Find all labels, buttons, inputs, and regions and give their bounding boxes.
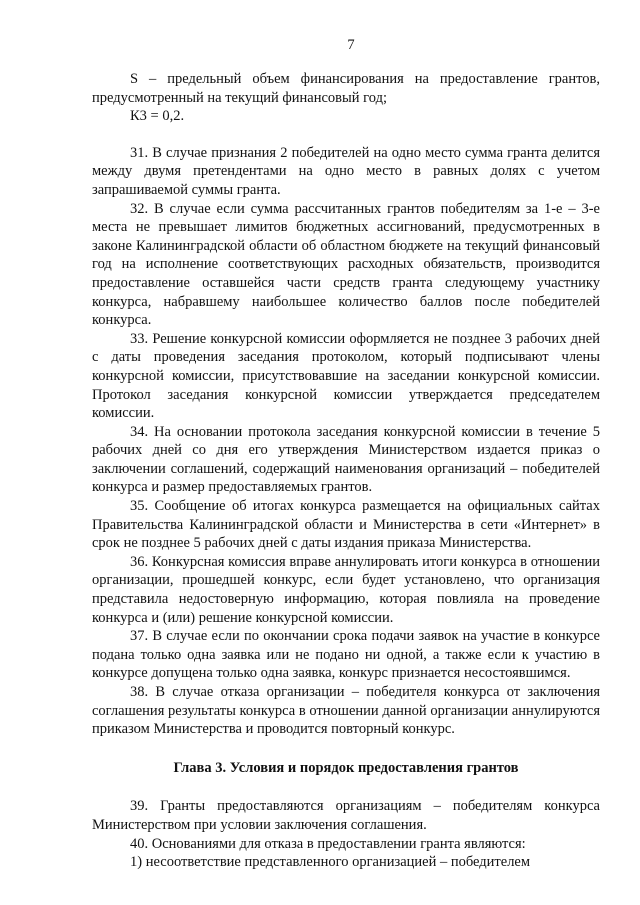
paragraph-40: 40. Основаниями для отказа в предоставлении гранта являются: — [130, 835, 526, 852]
paragraph-34: 34. На основании протокола заседания конкурсной комиссии в течение 5 рабочих дней со дня его утверждения Министерством издается приказ о заключении соглашений, содержащий наименования организаций – победителей конкурса и размер предоставляемых грантов. — [92, 423, 600, 496]
spacer — [92, 739, 600, 759]
paragraph-38: 38. В случае отказа организации – победителя конкурса от заключения соглашения результаты конкурса в отношении данной организации аннулируются приказом Министерства и проводится повторный конкурс. — [92, 684, 600, 738]
s-definition: S – предельный объем финансирования на предоставление грантов, предусмотренный на текущий финансовый год; — [92, 71, 600, 106]
chapter3-paragraphs — [92, 797, 600, 871]
spacer — [92, 777, 600, 797]
paragraph-39: 39. Гранты предоставляются организациям – победителям конкурса Министерством при условии заключения соглашения. — [92, 798, 600, 833]
formula-definitions — [92, 70, 600, 126]
chapter-heading: Глава 3. Условия и порядок предоставления грантов — [173, 759, 519, 776]
paragraph-33: 33. Решение конкурсной комиссии оформляется не позднее 3 рабочих дней с даты проведения заседания протоколом, который подписывают члены конкурсной комиссии, присутствовавшие на заседании конкурсной комиссии. Протокол заседания конкурсной комиссии утверждается председателем комиссии. — [92, 330, 600, 422]
paragraph-36: 36. Конкурсная комиссия вправе аннулировать итоги конкурса в отношении организации, прошедшей конкурс, если будет установлено, что организация представила недостоверную информацию, которая повлияла на проведение конкурса и (или) решение конкурсной комиссии. — [92, 553, 600, 626]
k3-value: К3 = 0,2. — [130, 108, 185, 125]
paragraph-40-item-1: 1) несоответствие представленного организацией – победителем — [130, 854, 531, 871]
paragraph-37: 37. В случае если по окончании срока подачи заявок на участие в конкурсе подана только одна заявка или не подано ни одной, а также если к участию в конкурсе допущена только одна заявка, конкурс признается несостоявшимся. — [92, 628, 600, 682]
page-number: 7 — [347, 37, 355, 53]
paragraph-list — [92, 144, 600, 739]
paragraph-31: 31. В случае признания 2 победителей на одно место сумма гранта делится между двумя претендентами на одно место в равных долях с учетом запрашиваемой суммы гранта. — [92, 144, 600, 198]
spacer — [92, 126, 600, 144]
paragraph-35: 35. Сообщение об итогах конкурса размещается на официальных сайтах Правительства Калининградской области и Министерства в сети «Интернет» в срок не позднее 5 рабочих дней с даты издания приказа Министерства. — [92, 498, 600, 552]
paragraph-32: 32. В случае если сумма рассчитанных грантов победителям за 1-е – 3-е места не превышает лимитов бюджетных ассигнований, предусмотренных в законе Калининградской области об областном бюджете на текущий финансовый год на исполнение соответствующих расходных обязательств, производится предоставление оставшейся части средств гранта следующему участнику конкурса, набравшему наибольшее количество баллов после победителей конкурса. — [92, 200, 600, 329]
